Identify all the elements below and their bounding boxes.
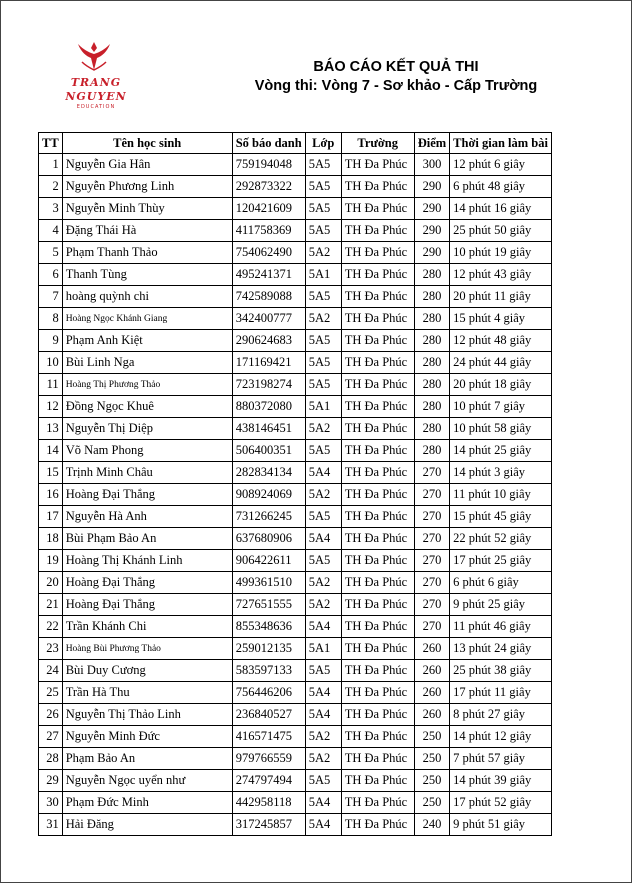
class: 5A4 <box>305 814 341 836</box>
school: TH Đa Phúc <box>341 616 414 638</box>
class: 5A5 <box>305 550 341 572</box>
table-row <box>39 264 552 286</box>
score: 290 <box>414 198 449 220</box>
time-taken: 9 phút 25 giây <box>450 594 552 616</box>
candidate-number: 583597133 <box>232 660 305 682</box>
score: 280 <box>414 264 449 286</box>
student-name: Nguyễn Minh Đức <box>62 726 232 748</box>
table-row <box>39 616 552 638</box>
score: 300 <box>414 154 449 176</box>
school: TH Đa Phúc <box>341 264 414 286</box>
class: 5A2 <box>305 726 341 748</box>
school: TH Đa Phúc <box>341 814 414 836</box>
score: 270 <box>414 484 449 506</box>
time-taken: 17 phút 11 giây <box>450 682 552 704</box>
student-name: Thanh Tùng <box>62 264 232 286</box>
candidate-number: 756446206 <box>232 682 305 704</box>
score: 280 <box>414 418 449 440</box>
class: 5A5 <box>305 506 341 528</box>
candidate-number: 506400351 <box>232 440 305 462</box>
time-taken: 15 phút 4 giây <box>450 308 552 330</box>
time-taken: 15 phút 45 giây <box>450 506 552 528</box>
student-name: hoàng quỳnh chi <box>62 286 232 308</box>
candidate-number: 120421609 <box>232 198 305 220</box>
class: 5A5 <box>305 220 341 242</box>
row-number: 18 <box>39 528 63 550</box>
report-title-line2: Vòng thi: Vòng 7 - Sơ khảo - Cấp Trường <box>254 78 538 94</box>
school: TH Đa Phúc <box>341 726 414 748</box>
row-number: 20 <box>39 572 63 594</box>
results-table-body <box>39 154 552 836</box>
header-lop: Lớp <box>305 133 341 154</box>
time-taken: 6 phút 6 giây <box>450 572 552 594</box>
report-title <box>246 58 546 96</box>
school: TH Đa Phúc <box>341 506 414 528</box>
student-name: Đặng Thái Hà <box>62 220 232 242</box>
time-taken: 14 phút 16 giây <box>450 198 552 220</box>
row-number: 10 <box>39 352 63 374</box>
table-row <box>39 704 552 726</box>
student-name: Hoàng Đại Thắng <box>62 594 232 616</box>
row-number: 16 <box>39 484 63 506</box>
table-row <box>39 440 552 462</box>
row-number: 5 <box>39 242 63 264</box>
header-ten-hoc-sinh: Tên học sinh <box>62 133 232 154</box>
candidate-number: 495241371 <box>232 264 305 286</box>
class: 5A1 <box>305 396 341 418</box>
student-name: Bùi Duy Cương <box>62 660 232 682</box>
school: TH Đa Phúc <box>341 220 414 242</box>
row-number: 19 <box>39 550 63 572</box>
time-taken: 10 phút 7 giây <box>450 396 552 418</box>
table-row <box>39 374 552 396</box>
school: TH Đa Phúc <box>341 330 414 352</box>
class: 5A5 <box>305 352 341 374</box>
candidate-number: 290624683 <box>232 330 305 352</box>
row-number: 8 <box>39 308 63 330</box>
candidate-number: 880372080 <box>232 396 305 418</box>
score: 260 <box>414 682 449 704</box>
candidate-number: 727651555 <box>232 594 305 616</box>
class: 5A2 <box>305 572 341 594</box>
header-row <box>39 133 552 154</box>
candidate-number: 411758369 <box>232 220 305 242</box>
row-number: 21 <box>39 594 63 616</box>
logo-text-education: EDUCATION <box>76 104 116 110</box>
class: 5A2 <box>305 308 341 330</box>
table-row <box>39 154 552 176</box>
school: TH Đa Phúc <box>341 528 414 550</box>
row-number: 23 <box>39 638 63 660</box>
row-number: 25 <box>39 682 63 704</box>
candidate-number: 637680906 <box>232 528 305 550</box>
header-thoi-gian: Thời gian làm bài <box>450 133 552 154</box>
table-row <box>39 770 552 792</box>
row-number: 29 <box>39 770 63 792</box>
school: TH Đa Phúc <box>341 792 414 814</box>
student-name: Nguyễn Gia Hân <box>62 154 232 176</box>
school: TH Đa Phúc <box>341 638 414 660</box>
class: 5A5 <box>305 374 341 396</box>
score: 280 <box>414 286 449 308</box>
logo-emblem-icon <box>74 40 114 74</box>
score: 280 <box>414 352 449 374</box>
row-number: 2 <box>39 176 63 198</box>
table-row <box>39 594 552 616</box>
time-taken: 14 phút 25 giây <box>450 440 552 462</box>
candidate-number: 292873322 <box>232 176 305 198</box>
table-row <box>39 242 552 264</box>
student-name: Hoàng Đại Thắng <box>62 572 232 594</box>
class: 5A2 <box>305 594 341 616</box>
row-number: 1 <box>39 154 63 176</box>
candidate-number: 438146451 <box>232 418 305 440</box>
time-taken: 20 phút 18 giây <box>450 374 552 396</box>
logo-text-trang: TRANG <box>70 76 122 89</box>
candidate-number: 855348636 <box>232 616 305 638</box>
class: 5A5 <box>305 330 341 352</box>
header-truong: Trường <box>341 133 414 154</box>
table-row <box>39 286 552 308</box>
score: 290 <box>414 220 449 242</box>
class: 5A2 <box>305 418 341 440</box>
table-row <box>39 682 552 704</box>
class: 5A1 <box>305 638 341 660</box>
row-number: 17 <box>39 506 63 528</box>
student-name: Phạm Thanh Thảo <box>62 242 232 264</box>
score: 280 <box>414 308 449 330</box>
class: 5A5 <box>305 660 341 682</box>
school: TH Đa Phúc <box>341 154 414 176</box>
table-row <box>39 528 552 550</box>
table-row <box>39 792 552 814</box>
school: TH Đa Phúc <box>341 396 414 418</box>
time-taken: 12 phút 6 giây <box>450 154 552 176</box>
candidate-number: 979766559 <box>232 748 305 770</box>
score: 280 <box>414 396 449 418</box>
school: TH Đa Phúc <box>341 660 414 682</box>
class: 5A5 <box>305 286 341 308</box>
row-number: 12 <box>39 396 63 418</box>
row-number: 11 <box>39 374 63 396</box>
time-taken: 20 phút 11 giây <box>450 286 552 308</box>
score: 270 <box>414 616 449 638</box>
candidate-number: 723198274 <box>232 374 305 396</box>
row-number: 26 <box>39 704 63 726</box>
school: TH Đa Phúc <box>341 682 414 704</box>
class: 5A5 <box>305 440 341 462</box>
time-taken: 9 phút 51 giây <box>450 814 552 836</box>
candidate-number: 171169421 <box>232 352 305 374</box>
candidate-number: 282834134 <box>232 462 305 484</box>
time-taken: 24 phút 44 giây <box>450 352 552 374</box>
student-name: Trịnh Minh Châu <box>62 462 232 484</box>
student-name: Nguyễn Ngọc uyển như <box>62 770 232 792</box>
time-taken: 25 phút 38 giây <box>450 660 552 682</box>
school: TH Đa Phúc <box>341 440 414 462</box>
score: 290 <box>414 176 449 198</box>
table-row <box>39 638 552 660</box>
table-row <box>39 748 552 770</box>
school: TH Đa Phúc <box>341 176 414 198</box>
time-taken: 10 phút 58 giây <box>450 418 552 440</box>
header-diem: Điểm <box>414 133 449 154</box>
row-number: 24 <box>39 660 63 682</box>
school: TH Đa Phúc <box>341 748 414 770</box>
time-taken: 12 phút 48 giây <box>450 330 552 352</box>
class: 5A4 <box>305 792 341 814</box>
report-title-line1: BÁO CÁO KẾT QUẢ THI <box>313 59 479 75</box>
time-taken: 14 phút 12 giây <box>450 726 552 748</box>
table-row <box>39 506 552 528</box>
table-row <box>39 550 552 572</box>
school: TH Đa Phúc <box>341 374 414 396</box>
student-name: Trần Khánh Chi <box>62 616 232 638</box>
time-taken: 10 phút 19 giây <box>450 242 552 264</box>
student-name: Hoàng Thị Khánh Linh <box>62 550 232 572</box>
row-number: 3 <box>39 198 63 220</box>
school: TH Đa Phúc <box>341 418 414 440</box>
candidate-number: 906422611 <box>232 550 305 572</box>
header-so-bao-danh: Số báo danh <box>232 133 305 154</box>
time-taken: 7 phút 57 giây <box>450 748 552 770</box>
table-row <box>39 572 552 594</box>
candidate-number: 317245857 <box>232 814 305 836</box>
class: 5A5 <box>305 770 341 792</box>
student-name: Hoàng Ngọc Khánh Giang <box>62 308 232 330</box>
table-row <box>39 308 552 330</box>
class: 5A5 <box>305 198 341 220</box>
table-row <box>39 330 552 352</box>
score: 260 <box>414 660 449 682</box>
header-tt: TT <box>39 133 63 154</box>
class: 5A4 <box>305 462 341 484</box>
score: 250 <box>414 770 449 792</box>
candidate-number: 908924069 <box>232 484 305 506</box>
score: 270 <box>414 462 449 484</box>
time-taken: 14 phút 3 giây <box>450 462 552 484</box>
class: 5A5 <box>305 154 341 176</box>
score: 280 <box>414 374 449 396</box>
school: TH Đa Phúc <box>341 594 414 616</box>
student-name: Phạm Đức Minh <box>62 792 232 814</box>
time-taken: 11 phút 10 giây <box>450 484 552 506</box>
student-name: Trần Hà Thu <box>62 682 232 704</box>
candidate-number: 759194048 <box>232 154 305 176</box>
row-number: 28 <box>39 748 63 770</box>
row-number: 27 <box>39 726 63 748</box>
row-number: 6 <box>39 264 63 286</box>
score: 270 <box>414 572 449 594</box>
time-taken: 8 phút 27 giây <box>450 704 552 726</box>
row-number: 22 <box>39 616 63 638</box>
score: 280 <box>414 330 449 352</box>
student-name: Bùi Linh Nga <box>62 352 232 374</box>
candidate-number: 342400777 <box>232 308 305 330</box>
table-row <box>39 352 552 374</box>
candidate-number: 731266245 <box>232 506 305 528</box>
score: 240 <box>414 814 449 836</box>
row-number: 31 <box>39 814 63 836</box>
row-number: 30 <box>39 792 63 814</box>
score: 260 <box>414 638 449 660</box>
time-taken: 6 phút 48 giây <box>450 176 552 198</box>
class: 5A2 <box>305 484 341 506</box>
student-name: Nguyễn Thị Thảo Linh <box>62 704 232 726</box>
row-number: 15 <box>39 462 63 484</box>
time-taken: 25 phút 50 giây <box>450 220 552 242</box>
results-table <box>38 132 552 836</box>
class: 5A2 <box>305 748 341 770</box>
candidate-number: 416571475 <box>232 726 305 748</box>
table-row <box>39 726 552 748</box>
class: 5A4 <box>305 616 341 638</box>
candidate-number: 499361510 <box>232 572 305 594</box>
score: 260 <box>414 704 449 726</box>
score: 250 <box>414 726 449 748</box>
candidate-number: 754062490 <box>232 242 305 264</box>
student-name: Hải Đăng <box>62 814 232 836</box>
candidate-number: 259012135 <box>232 638 305 660</box>
score: 270 <box>414 506 449 528</box>
score: 280 <box>414 440 449 462</box>
student-name: Nguyễn Minh Thùy <box>62 198 232 220</box>
table-row <box>39 396 552 418</box>
row-number: 13 <box>39 418 63 440</box>
row-number: 14 <box>39 440 63 462</box>
table-row <box>39 814 552 836</box>
school: TH Đa Phúc <box>341 308 414 330</box>
score: 270 <box>414 528 449 550</box>
table-row <box>39 198 552 220</box>
class: 5A2 <box>305 242 341 264</box>
candidate-number: 274797494 <box>232 770 305 792</box>
class: 5A4 <box>305 704 341 726</box>
school: TH Đa Phúc <box>341 462 414 484</box>
candidate-number: 442958118 <box>232 792 305 814</box>
time-taken: 13 phút 24 giây <box>450 638 552 660</box>
student-name: Hoàng Đại Thắng <box>62 484 232 506</box>
student-name: Hoàng Thị Phương Thảo <box>62 374 232 396</box>
row-number: 9 <box>39 330 63 352</box>
school: TH Đa Phúc <box>341 550 414 572</box>
score: 290 <box>414 242 449 264</box>
table-row <box>39 418 552 440</box>
school: TH Đa Phúc <box>341 770 414 792</box>
time-taken: 11 phút 46 giây <box>450 616 552 638</box>
student-name: Hoàng Bùi Phương Thảo <box>62 638 232 660</box>
table-row <box>39 462 552 484</box>
table-row <box>39 176 552 198</box>
student-name: Phạm Anh Kiệt <box>62 330 232 352</box>
score: 270 <box>414 550 449 572</box>
class: 5A4 <box>305 682 341 704</box>
school: TH Đa Phúc <box>341 572 414 594</box>
candidate-number: 236840527 <box>232 704 305 726</box>
class: 5A4 <box>305 528 341 550</box>
student-name: Nguyễn Phương Linh <box>62 176 232 198</box>
class: 5A5 <box>305 176 341 198</box>
logo-text-nguyen: NGUYEN <box>65 90 127 103</box>
school: TH Đa Phúc <box>341 198 414 220</box>
time-taken: 17 phút 25 giây <box>450 550 552 572</box>
candidate-number: 742589088 <box>232 286 305 308</box>
class: 5A1 <box>305 264 341 286</box>
score: 250 <box>414 792 449 814</box>
school: TH Đa Phúc <box>341 242 414 264</box>
trang-nguyen-logo <box>60 40 132 120</box>
student-name: Đồng Ngọc Khuê <box>62 396 232 418</box>
student-name: Võ Nam Phong <box>62 440 232 462</box>
student-name: Nguyễn Thị Diệp <box>62 418 232 440</box>
score: 250 <box>414 748 449 770</box>
school: TH Đa Phúc <box>341 352 414 374</box>
school: TH Đa Phúc <box>341 704 414 726</box>
row-number: 4 <box>39 220 63 242</box>
table-row <box>39 660 552 682</box>
time-taken: 12 phút 43 giây <box>450 264 552 286</box>
row-number: 7 <box>39 286 63 308</box>
school: TH Đa Phúc <box>341 286 414 308</box>
time-taken: 17 phút 52 giây <box>450 792 552 814</box>
score: 270 <box>414 594 449 616</box>
student-name: Nguyễn Hà Anh <box>62 506 232 528</box>
table-row <box>39 220 552 242</box>
student-name: Bùi Phạm Bảo An <box>62 528 232 550</box>
school: TH Đa Phúc <box>341 484 414 506</box>
results-table-header <box>39 133 552 154</box>
time-taken: 14 phút 39 giây <box>450 770 552 792</box>
student-name: Phạm Bảo An <box>62 748 232 770</box>
time-taken: 22 phút 52 giây <box>450 528 552 550</box>
table-row <box>39 484 552 506</box>
